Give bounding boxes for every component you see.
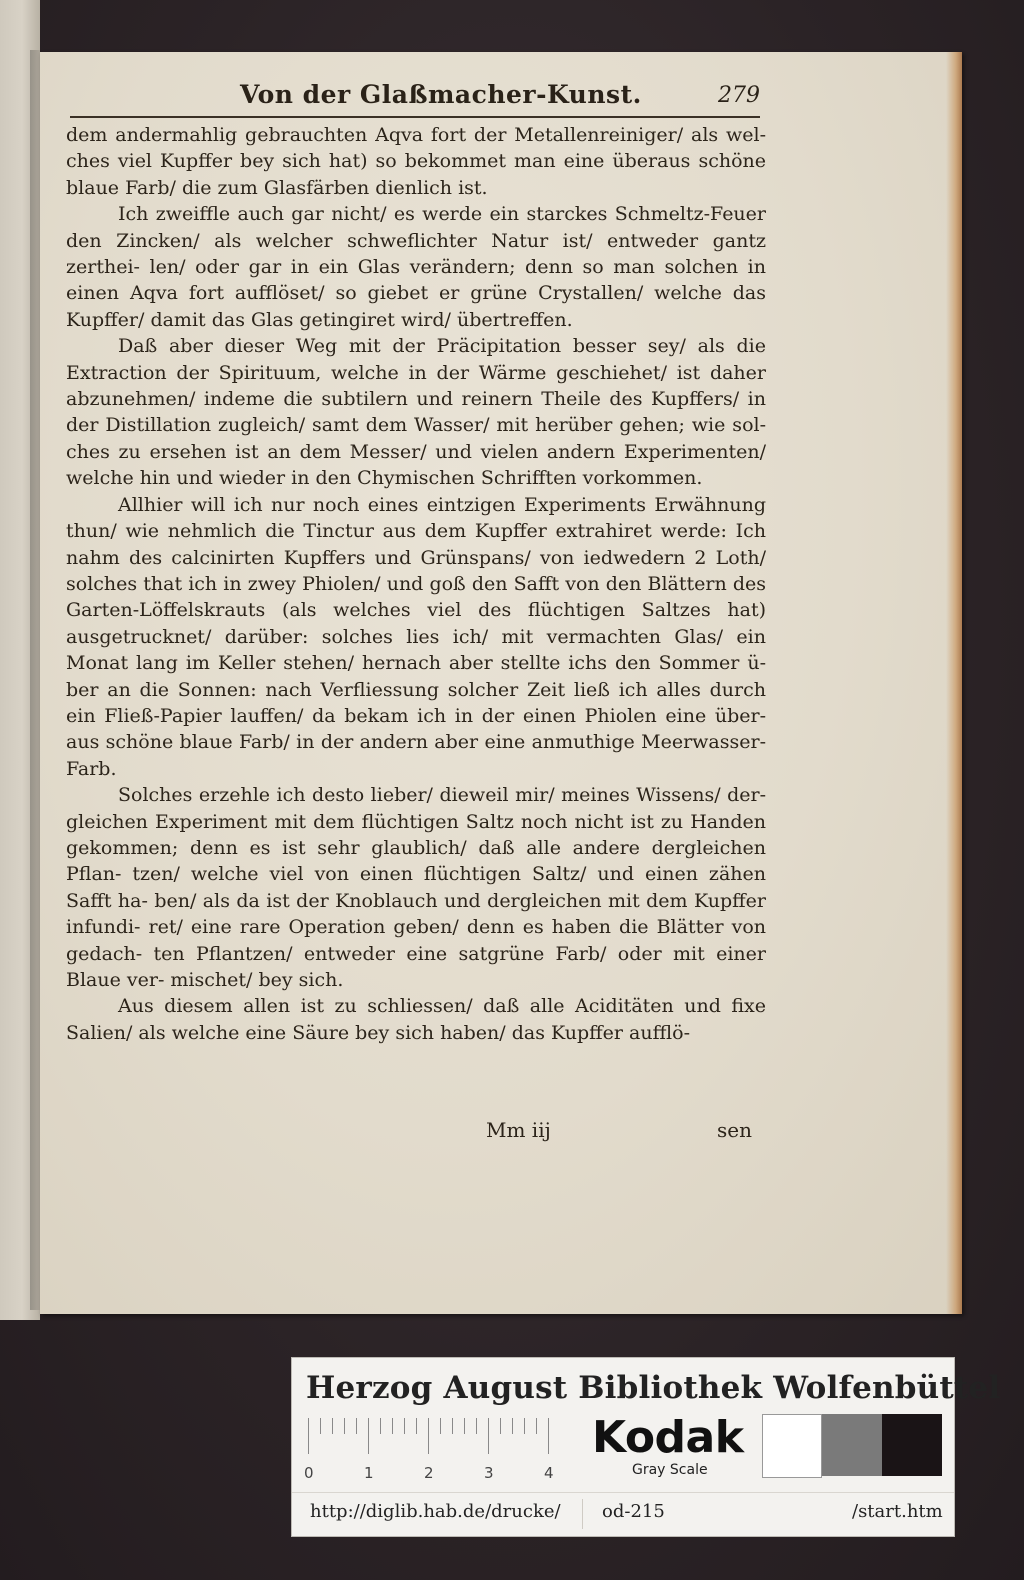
ruler-tick xyxy=(476,1418,477,1434)
page-fore-edge xyxy=(946,52,962,1314)
ruler-tick xyxy=(548,1418,549,1454)
ruler-tick xyxy=(452,1418,453,1434)
ruler-number: 2 xyxy=(424,1464,434,1482)
url-base: http://diglib.hab.de/drucke/ xyxy=(310,1501,561,1522)
ruler-number: 3 xyxy=(484,1464,494,1482)
ruler-tick xyxy=(404,1418,405,1434)
calibration-card xyxy=(291,1357,1001,1537)
paragraph: Aus diesem allen ist zu schliessen/ daß alle Aciditäten und fixe Salien/ als welche eine Säure bey sich haben/ das Kupffer aufflö- xyxy=(66,995,766,1044)
ruler-tick xyxy=(500,1418,501,1434)
ruler-tick xyxy=(392,1418,393,1434)
swatch-white xyxy=(762,1414,822,1478)
library-name: Herzog August Bibliothek Wolfenbüttel xyxy=(306,1370,1001,1406)
body-text xyxy=(66,122,766,1046)
ruler-tick xyxy=(488,1418,489,1454)
swatch-black xyxy=(882,1414,942,1476)
running-head: Von der Glaßmacher-Kunst. xyxy=(240,80,642,109)
ruler-tick xyxy=(536,1418,537,1434)
paragraph: Solches erzehle ich desto lieber/ dieweil mir/ meines Wissens/ der- gleichen Experiment mit dem flüchtigen Saltz noch nicht ist zu Handen gekommen; denn es ist sehr glaublich/ daß alle andere dergleichen Pflan- tzen/ welche viel von einen flüchtigen Saltz/ und einen zähen Safft ha- ben/ als da ist der Knoblauch und dergleichen mit dem Kupffer infundi- ret/ eine rare Operation geben/ denn es haben die Blätter von gedach- ten Pflantzen/ entweder eine satgrüne Farb/ oder mit einer Blaue ver- mischet/ bey sich. xyxy=(66,784,766,991)
ruler-tick xyxy=(380,1418,381,1434)
ruler-tick xyxy=(368,1418,369,1454)
scale-ruler xyxy=(304,1418,558,1482)
ruler-tick xyxy=(308,1418,309,1454)
catchword: sen xyxy=(717,1118,752,1142)
ruler-tick xyxy=(524,1418,525,1434)
paragraph: Allhier will ich nur noch eines eintzigen Experiments Erwähnung thun/ wie nehmlich die Tinctur aus dem Kupffer extrahiret werde: Ich nahm des calcinirten Kupffers und Grünspans/ von iedwedern 2 Loth/ solches that ich in zwey Phiolen/ und goß den Safft von den Blättern des Garten-Löffelskrauts (als welches viel des flüchtigen Saltzes hat) ausgetrucknet/ darüber: solches lies ich/ mit vermachten Glas/ ein Monat lang im Keller stehen/ hernach aber stellte ichs den Sommer ü- ber an die Sonnen: nach Verfliessung solcher Zeit ließ ich alles durch ein Fließ-Papier lauffen/ da bekam ich in der einen Phiolen eine über- aus schöne blaue Farb/ in der andern aber eine anmuthige Meerwasser- Farb. xyxy=(66,493,766,780)
gray-scale-swatches xyxy=(762,1414,942,1476)
url-suffix: /start.htm xyxy=(852,1501,943,1522)
ruler-tick xyxy=(356,1418,357,1434)
page-header xyxy=(70,80,760,114)
gray-scale-label: Gray Scale xyxy=(632,1462,708,1478)
ruler-tick xyxy=(320,1418,321,1434)
page-number: 279 xyxy=(718,83,760,108)
ruler-tick xyxy=(428,1418,429,1454)
ruler-tick xyxy=(464,1418,465,1434)
ruler-tick xyxy=(344,1418,345,1434)
swatch-gray xyxy=(822,1414,882,1476)
url-divider xyxy=(582,1499,583,1529)
ruler-tick xyxy=(440,1418,441,1434)
ruler-tick xyxy=(332,1418,333,1434)
ruler-tick xyxy=(416,1418,417,1434)
paragraph: Ich zweiffle auch gar nicht/ es werde ein starckes Schmeltz-Feuer den Zincken/ als welcher schweflichter Natur ist/ entweder gantz zerthei- len/ oder gar in ein Glas verändern; denn so man solchen in einen Aqva fort aufflöset/ so giebet er grüne Crystallen/ welche das Kupffer/ damit das Glas getingiret wird/ übertreffen. xyxy=(66,203,766,331)
ruler-number: 1 xyxy=(364,1464,374,1482)
paragraph: dem andermahlig gebrauchten Aqva fort der Metallenreiniger/ als wel- ches viel Kupffer bey sich hat) so bekommet man eine überaus schöne blaue Farb/ die zum Glasfärben dienlich ist. xyxy=(66,124,766,199)
page-footer xyxy=(66,1118,766,1146)
ruler-number: 4 xyxy=(544,1464,554,1482)
signature-mark: Mm iij xyxy=(486,1118,551,1142)
url-row xyxy=(292,1492,954,1533)
ruler-tick xyxy=(512,1418,513,1434)
ruler-number: 0 xyxy=(304,1464,314,1482)
url-shelfmark: od-215 xyxy=(602,1501,665,1522)
paragraph: Daß aber dieser Weg mit der Präcipitation besser sey/ als die Extraction der Spirituum, welche in der Wärme geschiehet/ ist daher abzunehmen/ indeme die subtilern und reinern Theile des Kupffers/ in der Distillation zugleich/ samt dem Wasser/ mit herüber gehen; wie sol- ches zu ersehen ist an dem Messer/ und vielen andern Experimenten/ welche hin und wieder in den Chymischen Schrifften vorkommen. xyxy=(66,335,766,490)
header-rule xyxy=(70,116,760,118)
kodak-logo: Kodak xyxy=(592,1412,744,1463)
